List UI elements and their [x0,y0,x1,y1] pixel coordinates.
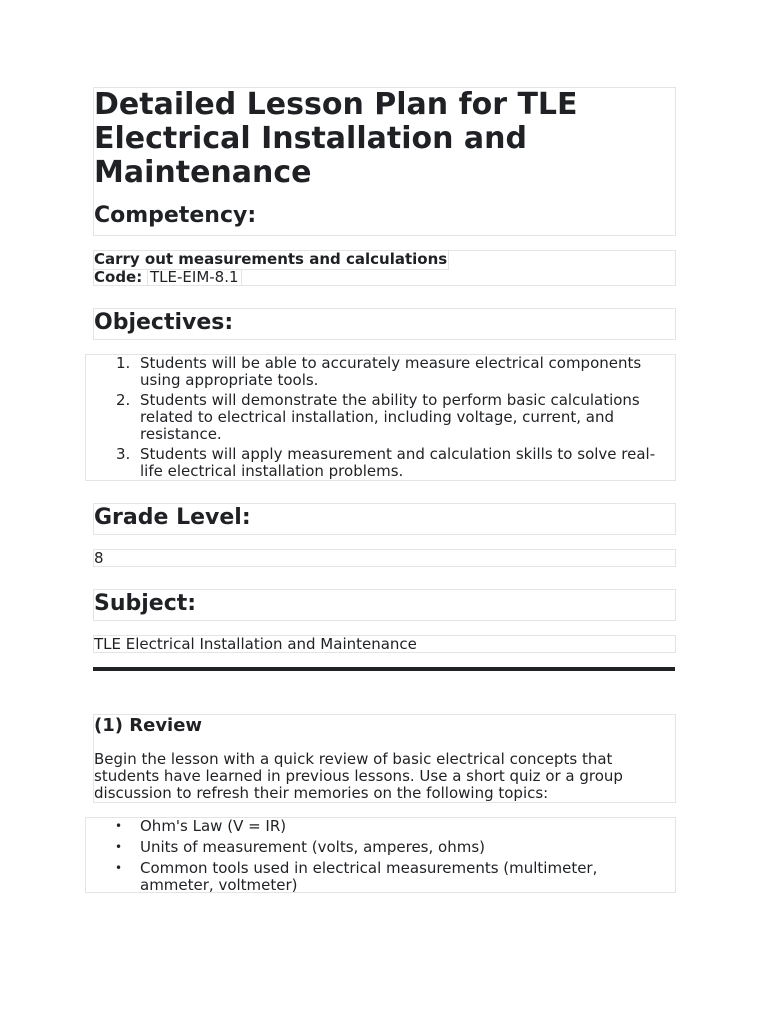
objective-number: 3. [116,445,131,463]
objective-item [86,446,672,480]
review-block [93,714,676,803]
grade-heading: Grade Level: [94,505,251,530]
grade-value: 8 [94,549,104,567]
subject-value-block [93,635,676,653]
competency-code-label: Code: [94,268,143,286]
competency-code-line [94,269,242,286]
objective-item [86,392,672,443]
competency-block [93,250,676,286]
review-topic-text: Common tools used in electrical measurements (multimeter, ammeter, voltmeter) [140,859,598,894]
objective-number: 2. [116,391,131,409]
grade-heading-block [93,503,676,535]
bullet-icon: • [115,861,123,875]
competency-code-value: TLE-EIM-8.1 [147,269,242,286]
objective-item [86,355,672,389]
objective-text: Students will be able to accurately measure electrical components using appropriate tools. [140,354,642,389]
competency-text: Carry out measurements and calculations [94,250,448,268]
grade-value-block [93,549,676,567]
objectives-list [86,355,672,480]
subject-heading: Subject: [94,591,197,616]
review-heading: (1) Review [94,715,203,736]
review-list-block [85,817,676,893]
review-topics-list [86,818,672,894]
objective-number: 1. [116,354,131,372]
bullet-icon: • [115,819,123,833]
review-paragraph: Begin the lesson with a quick review of basic electrical concepts that students have learned in previous lessons. Use a short quiz or a group discussion to refresh their memories on the following topics: [94,750,623,802]
objectives-heading-block [93,308,676,340]
review-topic-item [86,839,672,856]
section-divider [93,667,675,671]
review-topic-item [86,860,672,894]
title-block [93,87,676,236]
objective-text: Students will demonstrate the ability to perform basic calculations related to electrical installation, including voltage, current, and resistance. [140,391,640,443]
review-topic-text: Units of measurement (volts, amperes, ohms) [140,838,485,856]
review-topic-item [86,818,672,835]
objective-text: Students will apply measurement and calculation skills to solve real-life electrical installation problems. [140,445,656,480]
objectives-list-block [85,354,676,481]
bullet-icon: • [115,840,123,854]
review-topic-text: Ohm's Law (V = IR) [140,817,287,835]
objectives-heading: Objectives: [94,310,234,335]
subject-heading-block [93,589,676,621]
subject-value: TLE Electrical Installation and Maintenance [94,635,417,653]
document-title: Detailed Lesson Plan for TLE Electrical Installation and Maintenance [94,87,578,190]
competency-heading: Competency: [94,203,257,228]
